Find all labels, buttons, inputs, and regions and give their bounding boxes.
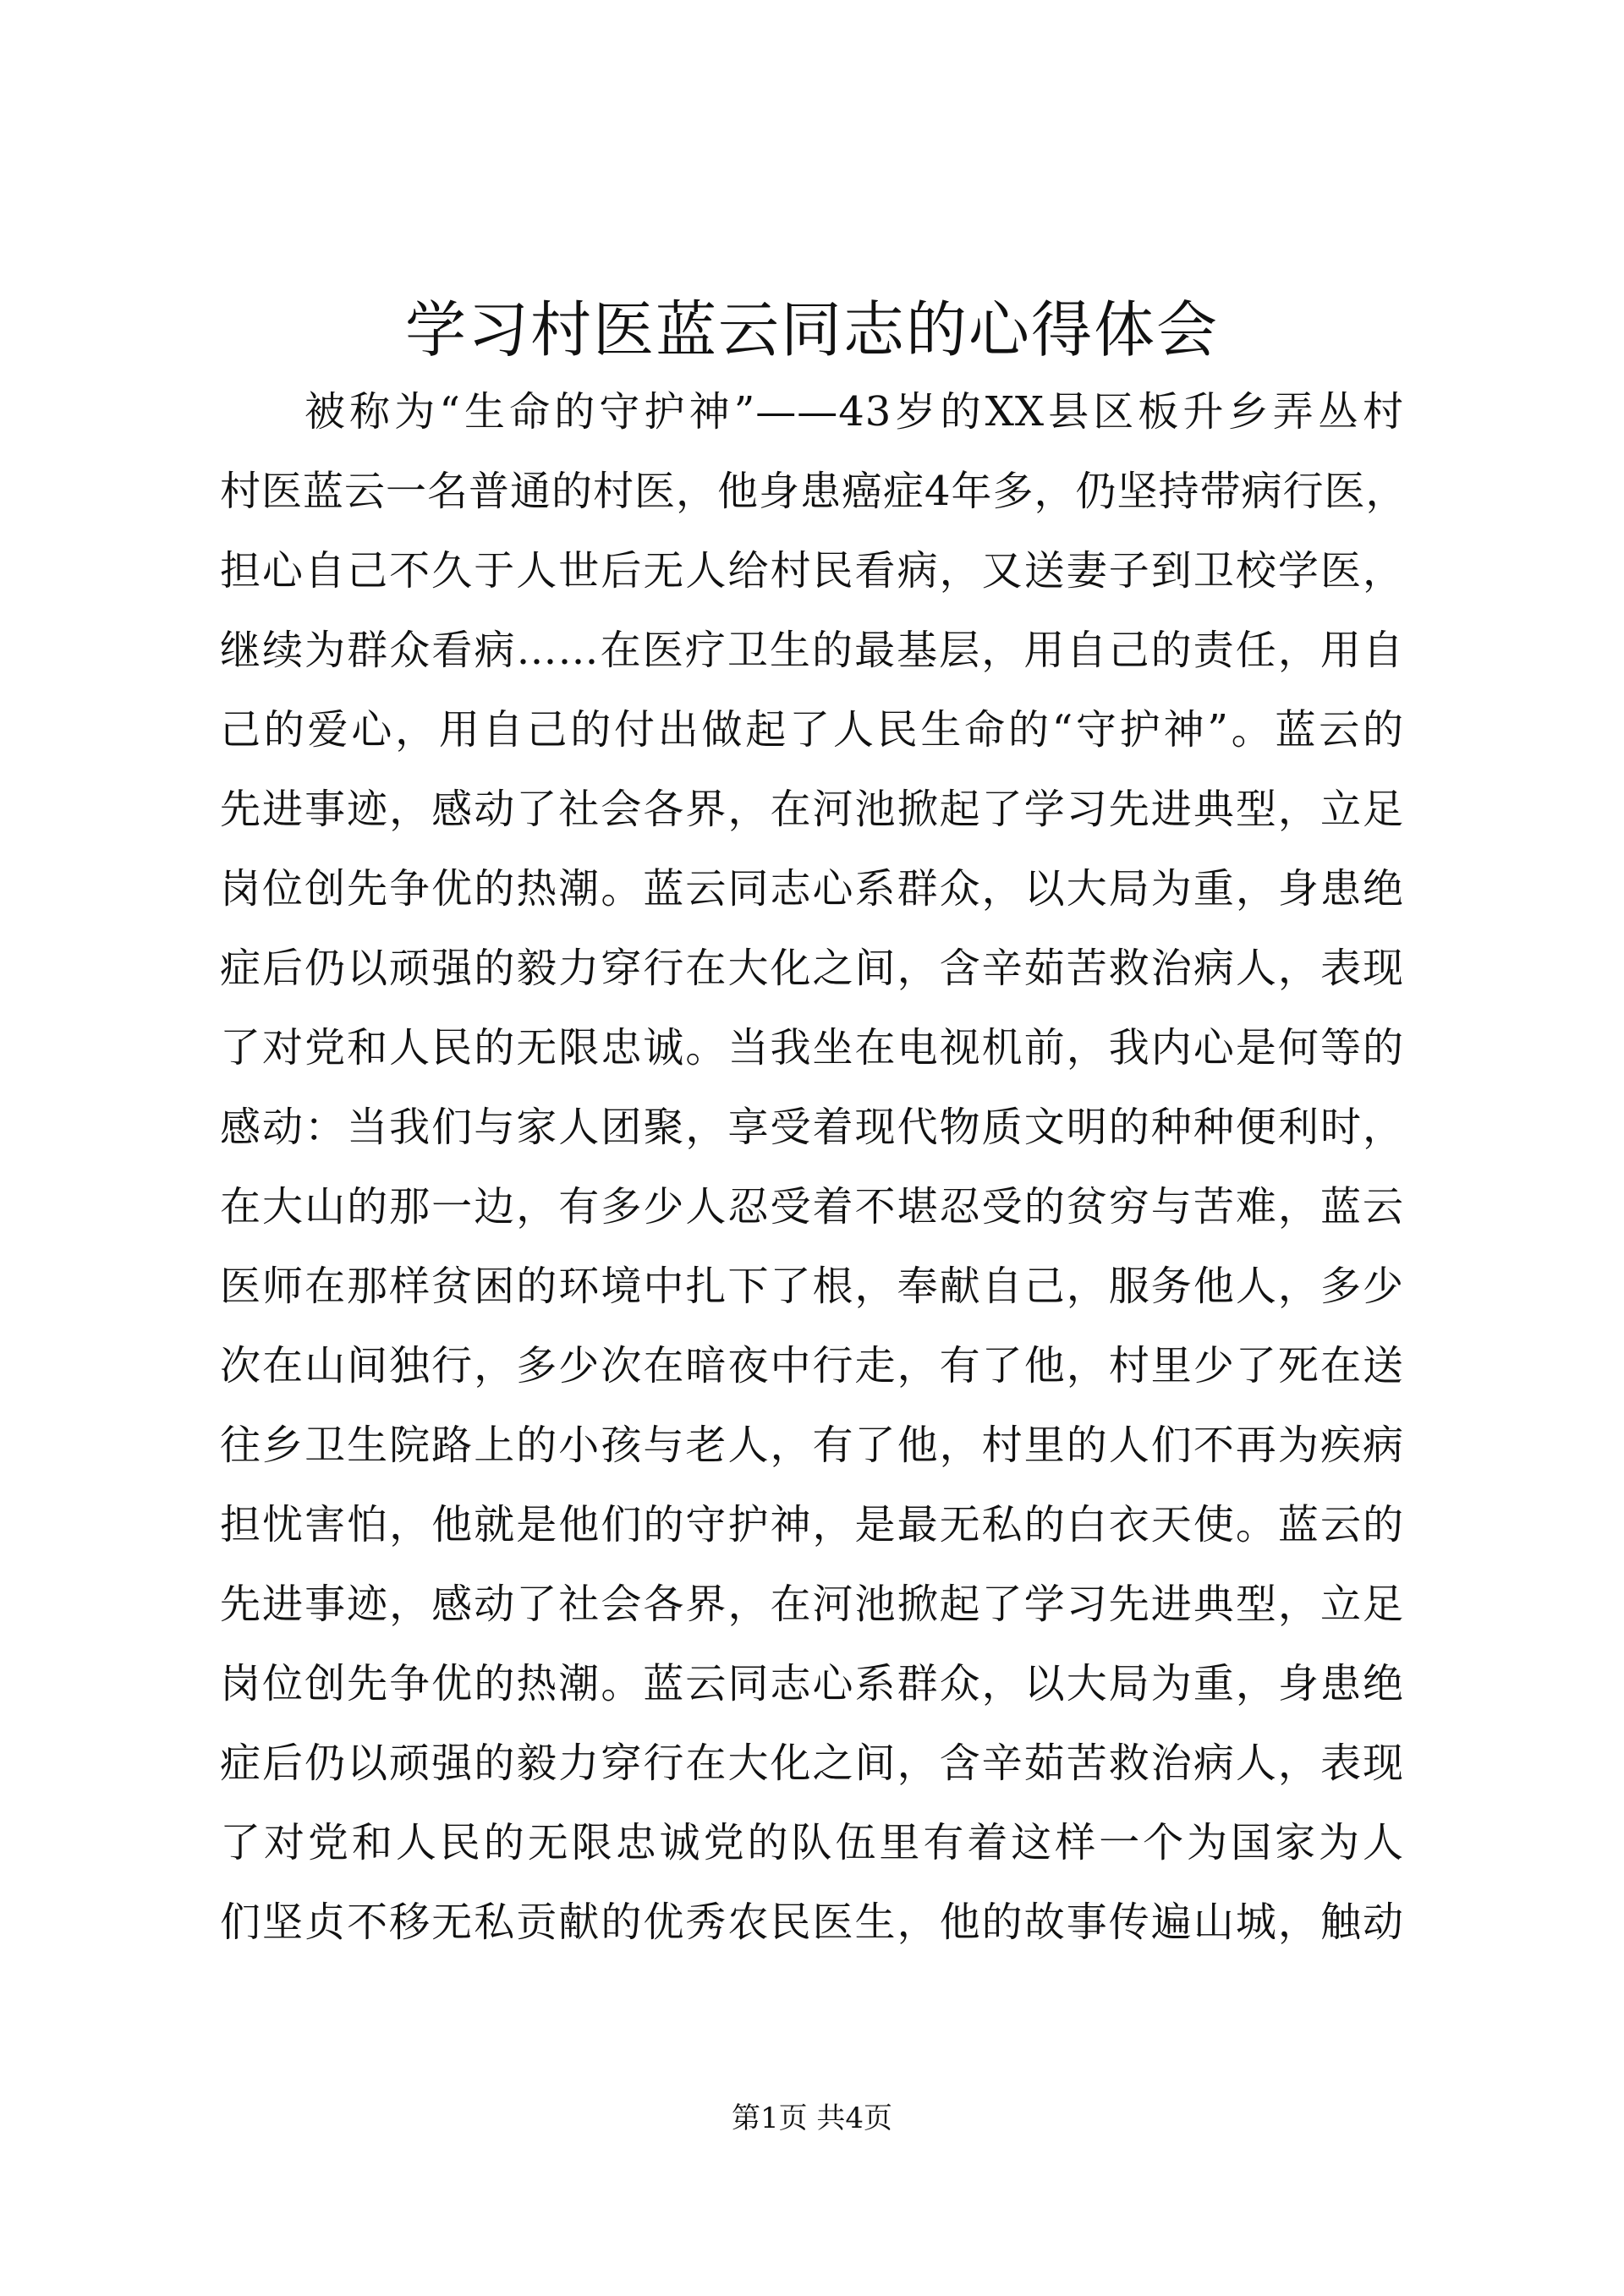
body-line: 己的爱心，用自己的付出做起了人民生命的“守护神”。蓝云的 (220, 706, 1404, 753)
body-line: 感动：当我们与家人团聚，享受着现代物质文明的种种便利时， (220, 1104, 1404, 1151)
document-title: 学习村医蓝云同志的心得体会 (404, 294, 1219, 365)
body-line: 在大山的那一边，有多少人忍受着不堪忍受的贫穷与苦难，蓝云 (220, 1183, 1404, 1230)
body-line: 症后仍以顽强的毅力穿行在大化之间，含辛茹苦救治病人，表现 (220, 945, 1404, 992)
body-line: 担忧害怕，他就是他们的守护神，是最无私的白衣天使。蓝云的 (220, 1501, 1404, 1548)
body-line: 往乡卫生院路上的小孩与老人，有了他，村里的人们不再为疾病 (220, 1422, 1404, 1469)
body-line: 担心自己不久于人世后无人给村民看病，又送妻子到卫校学医， (220, 547, 1404, 595)
body-line: 医师在那样贫困的环境中扎下了根，奉献自己，服务他人，多少 (220, 1263, 1404, 1310)
body-line: 村医蓝云一名普通的村医，他身患癌症4年多，仍坚持带病行医， (220, 468, 1407, 515)
body-line: 继续为群众看病……在医疗卫生的最基层，用自己的责任，用自 (220, 627, 1404, 674)
body-line: 症后仍以顽强的毅力穿行在大化之间，含辛茹苦救治病人，表现 (220, 1740, 1404, 1787)
body-line: 们坚贞不移无私贡献的优秀农民医生，他的故事传遍山城，触动 (220, 1899, 1404, 1946)
body-line: 先进事迹，感动了社会各界，在河池掀起了学习先进典型，立足 (220, 1581, 1404, 1628)
body-line: 了对党和人民的无限忠诚党的队伍里有着这样一个为国家为人 (220, 1819, 1404, 1866)
body-line: 被称为“生命的守护神”——43岁的XX县区板升乡弄丛村 (304, 388, 1404, 436)
body-line: 岗位创先争优的热潮。蓝云同志心系群众，以大局为重，身患绝 (220, 865, 1404, 912)
body-line: 岗位创先争优的热潮。蓝云同志心系群众，以大局为重，身患绝 (220, 1660, 1404, 1707)
body-line: 了对党和人民的无限忠诚。当我坐在电视机前，我内心是何等的 (220, 1024, 1404, 1071)
body-line: 次在山间独行，多少次在暗夜中行走，有了他，村里少了死在送 (220, 1342, 1404, 1389)
page-number-footer: 第1页 共4页 (731, 2101, 893, 2135)
body-line: 先进事迹，感动了社会各界，在河池掀起了学习先进典型，立足 (220, 786, 1404, 833)
document-body (220, 372, 1407, 1962)
